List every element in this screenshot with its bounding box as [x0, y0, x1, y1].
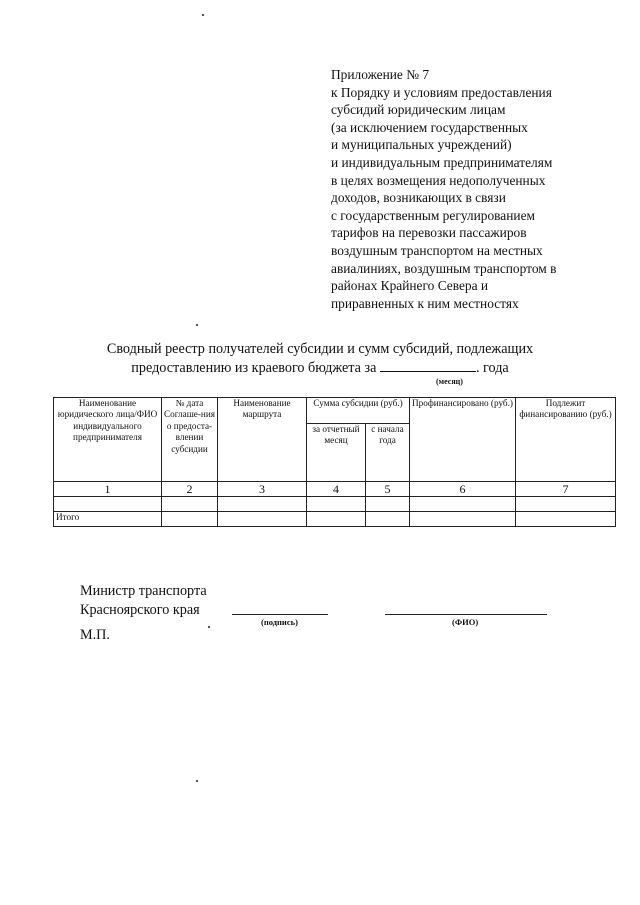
header-financed: Профинансировано (руб.): [410, 398, 516, 482]
column-number: 2: [162, 482, 218, 497]
appendix-line: Приложение № 7: [331, 67, 430, 82]
header-subsidy-amount: Сумма субсидии (руб.): [307, 398, 410, 424]
column-number: 6: [410, 482, 516, 497]
appendix-line: авиалиниях, воздушным транспортом в: [331, 260, 557, 276]
month-caption: (месяц): [436, 377, 463, 386]
table-cell[interactable]: [410, 497, 516, 512]
table-cell[interactable]: [516, 497, 616, 512]
header-reporting-month: за отчетный месяц: [307, 424, 366, 482]
appendix-line: районах Крайнего Севера и: [331, 278, 489, 294]
appendix-line: тарифов на перевозки пассажиров: [331, 225, 527, 241]
header-to-be-financed: Подлежит финансированию (руб.): [516, 398, 616, 482]
column-number: 1: [54, 482, 162, 497]
column-number: 7: [516, 482, 616, 497]
column-number: 4: [307, 482, 366, 497]
scan-speck: [208, 626, 210, 628]
signature-line[interactable]: [232, 614, 328, 615]
table-cell[interactable]: [410, 512, 516, 527]
table-cell[interactable]: [516, 512, 616, 527]
appendix-line: к Порядку и условиям предоставления: [331, 84, 552, 100]
name-line[interactable]: [385, 614, 547, 615]
scan-speck: [196, 324, 198, 326]
appendix-line: субсидий юридическим лицам: [331, 102, 506, 118]
appendix-line: в целях возмещения недополученных: [331, 172, 546, 188]
column-number: 3: [218, 482, 307, 497]
table-cell[interactable]: [218, 497, 307, 512]
appendix-line: воздушным транспортом на местных: [331, 242, 543, 258]
header-year-to-date: с начала года: [366, 424, 410, 482]
total-label: Итого: [54, 512, 162, 527]
month-blank-field[interactable]: [380, 359, 476, 372]
signature-caption: (подпись): [261, 617, 298, 627]
signatory-position-line2: Красноярского края: [80, 602, 200, 618]
header-route: Наименование маршрута: [218, 398, 307, 482]
table-row: [54, 497, 616, 512]
table-cell[interactable]: [307, 497, 366, 512]
title-prefix: предоставлению из краевого бюджета за: [131, 360, 377, 376]
header-agreement: № дата Соглаше-ния о предоста-влении субсидии: [162, 398, 218, 482]
signatory-position-line1: Министр транспорта: [80, 583, 207, 599]
appendix-line: и муниципальных учреждений): [331, 137, 512, 153]
appendix-header: [331, 66, 631, 312]
seal-label: М.П.: [80, 627, 110, 643]
table-cell[interactable]: [366, 512, 410, 527]
table-cell[interactable]: [162, 497, 218, 512]
appendix-line: и индивидуальным предпринимателям: [331, 154, 553, 170]
document-title-line1: Сводный реестр получателей субсидии и сумм субсидий, подлежащих: [106, 341, 534, 357]
column-number: 5: [366, 482, 410, 497]
appendix-line: доходов, возникающих в связи: [331, 190, 506, 206]
appendix-line: с государственным регулированием: [331, 207, 535, 223]
table-cell[interactable]: [307, 512, 366, 527]
table-cell[interactable]: [54, 497, 162, 512]
appendix-line: приравненных к ним местностях: [331, 295, 519, 311]
total-row: [54, 512, 616, 527]
registry-table: [53, 397, 616, 527]
header-recipient-name: Наименование юридического лица/ФИО индивидуального предпринимателя: [54, 398, 162, 482]
scan-speck: [196, 780, 198, 782]
document-title-line2: предоставлению из краевого бюджета за . года: [131, 360, 509, 376]
table-cell[interactable]: [366, 497, 410, 512]
table-cell[interactable]: [162, 512, 218, 527]
appendix-line: (за исключением государственных: [331, 119, 528, 135]
title-suffix: года: [483, 360, 509, 376]
name-caption: (ФИО): [452, 617, 479, 627]
table-cell[interactable]: [218, 512, 307, 527]
scan-speck: [202, 14, 204, 16]
